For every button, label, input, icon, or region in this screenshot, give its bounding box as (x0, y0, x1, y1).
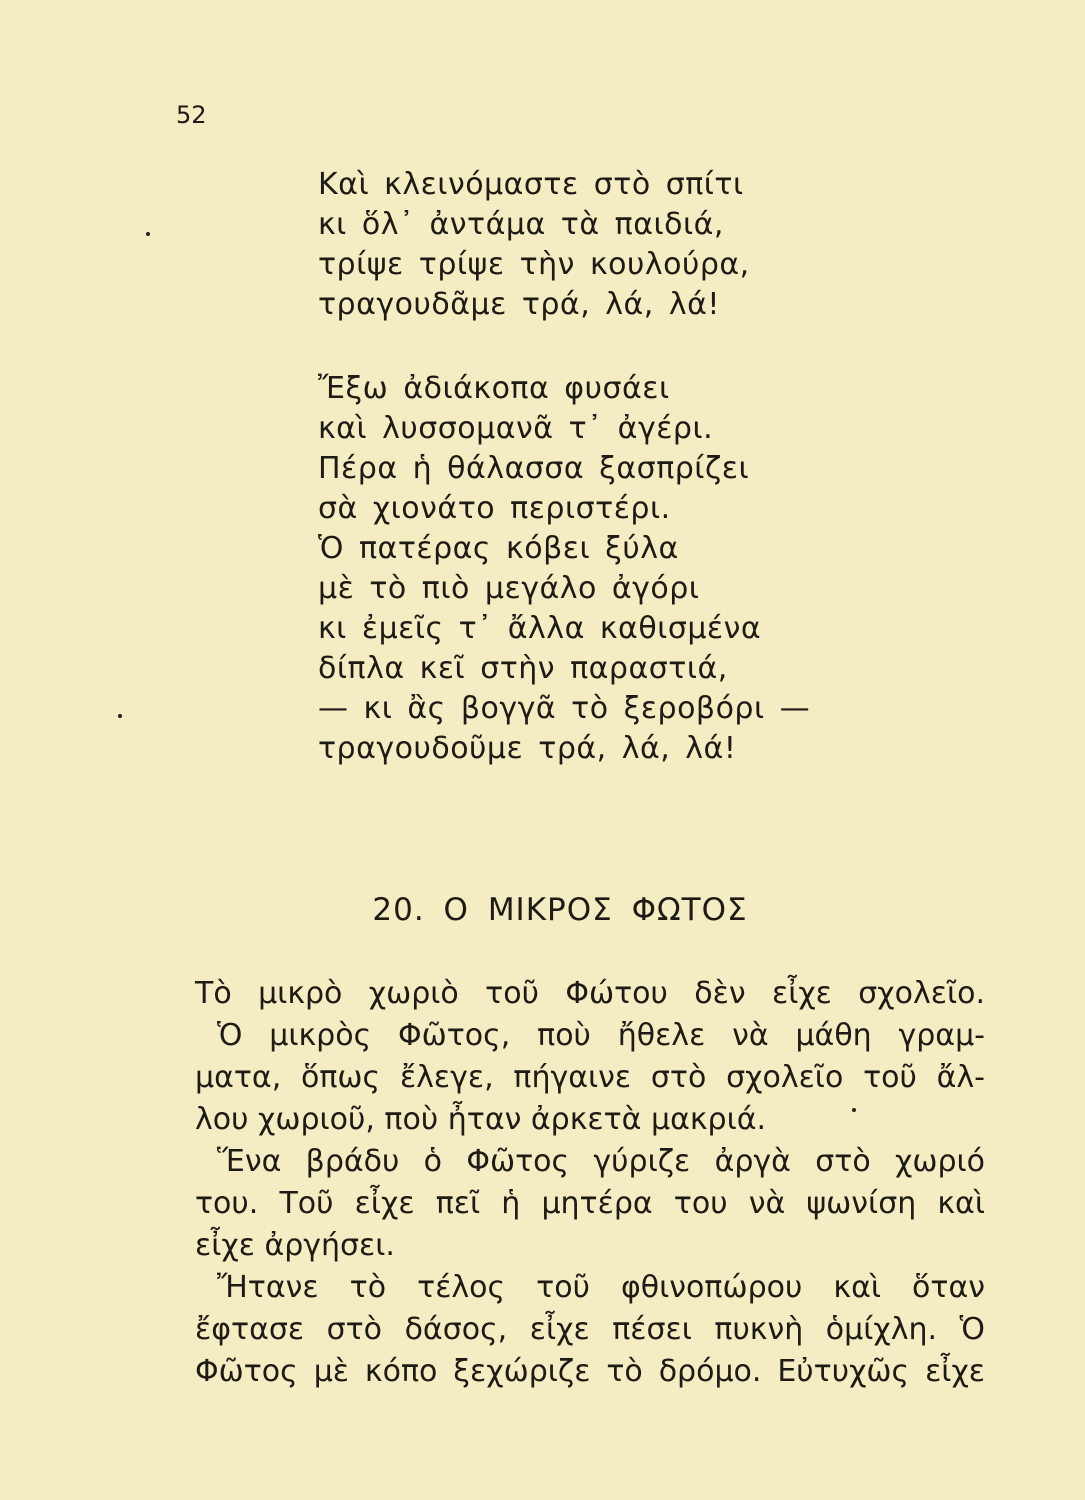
print-speck (146, 232, 150, 236)
print-speck (118, 714, 122, 718)
print-speck (852, 1108, 856, 1112)
prose-line: εἶχε ἀργήσει. (195, 1228, 395, 1263)
verse-line: Πέρα ἡ θάλασσα ξασπρίζει (318, 451, 750, 486)
prose-line: Ἤτανε τὸ τέλος τοῦ φθινοπώρου καὶ ὅταν (217, 1270, 985, 1305)
prose-line: Φῶτος μὲ κόπο ξεχώριζε τὸ δρόμο. Εὐτυχῶς εἶχε (195, 1354, 985, 1389)
verse-line: Καὶ κλεινόμαστε στὸ σπίτι (318, 167, 744, 202)
verse-line: τρίψε τρίψε τὴν κουλούρα, (318, 247, 750, 282)
verse-line: τραγουδᾶμε τρά, λά, λά! (318, 287, 720, 322)
page-number: 52 (176, 101, 207, 129)
prose-line: λου χωριοῦ, ποὺ ἦταν ἀρκετὰ μακριά. (195, 1102, 767, 1137)
poem-stanza-1 (318, 165, 810, 325)
verse-line: κι ἐμεῖς τ᾿ ἄλλα καθισμένα (318, 611, 762, 646)
prose-line: του. Τοῦ εἶχε πεῖ ἡ μητέρα του νὰ ψωνίση καὶ (195, 1186, 985, 1221)
prose-line: ματα, ὅπως ἔλεγε, πήγαινε στὸ σχολεῖο τοῦ ἄλ- (195, 1060, 985, 1095)
verse-line: τραγουδοῦμε τρά, λά, λά! (318, 731, 737, 766)
verse-line: σὰ χιονάτο περιστέρι. (318, 491, 671, 526)
verse-line: — κι ἂς βογγᾶ τὸ ξεροβόρι — (318, 691, 811, 726)
verse-line: Ἔξω ἀδιάκοπα φυσάει (318, 371, 670, 406)
prose-line: Ἕνα βράδυ ὁ Φῶτος γύριζε ἀργὰ στὸ χωριό (217, 1144, 985, 1179)
section-title: 20. Ο ΜΙΚΡΟΣ ΦΩΤΟΣ (372, 892, 748, 928)
prose-line: Ὁ μικρὸς Φῶτος, ποὺ ἤθελε νὰ μάθη γραμ- (217, 1018, 985, 1053)
prose-body (195, 973, 985, 1393)
verse-line: κι ὅλ᾿ ἀντάμα τὰ παιδιά, (318, 207, 724, 242)
prose-line: Τὸ μικρὸ χωριὸ τοῦ Φώτου δὲν εἶχε σχολεῖο. (195, 976, 985, 1011)
poem (318, 165, 810, 769)
verse-line: δίπλα κεῖ στὴν παραστιά, (318, 651, 728, 686)
verse-line: Ὁ πατέρας κόβει ξύλα (318, 531, 679, 566)
verse-line: μὲ τὸ πιὸ μεγάλο ἀγόρι (318, 571, 700, 606)
poem-stanza-2 (318, 369, 810, 769)
prose-line: ἔφτασε στὸ δάσος, εἶχε πέσει πυκνὴ ὁμίχλη. Ὁ (195, 1312, 985, 1347)
verse-line: καὶ λυσσομανᾶ τ᾿ ἀγέρι. (318, 411, 714, 446)
